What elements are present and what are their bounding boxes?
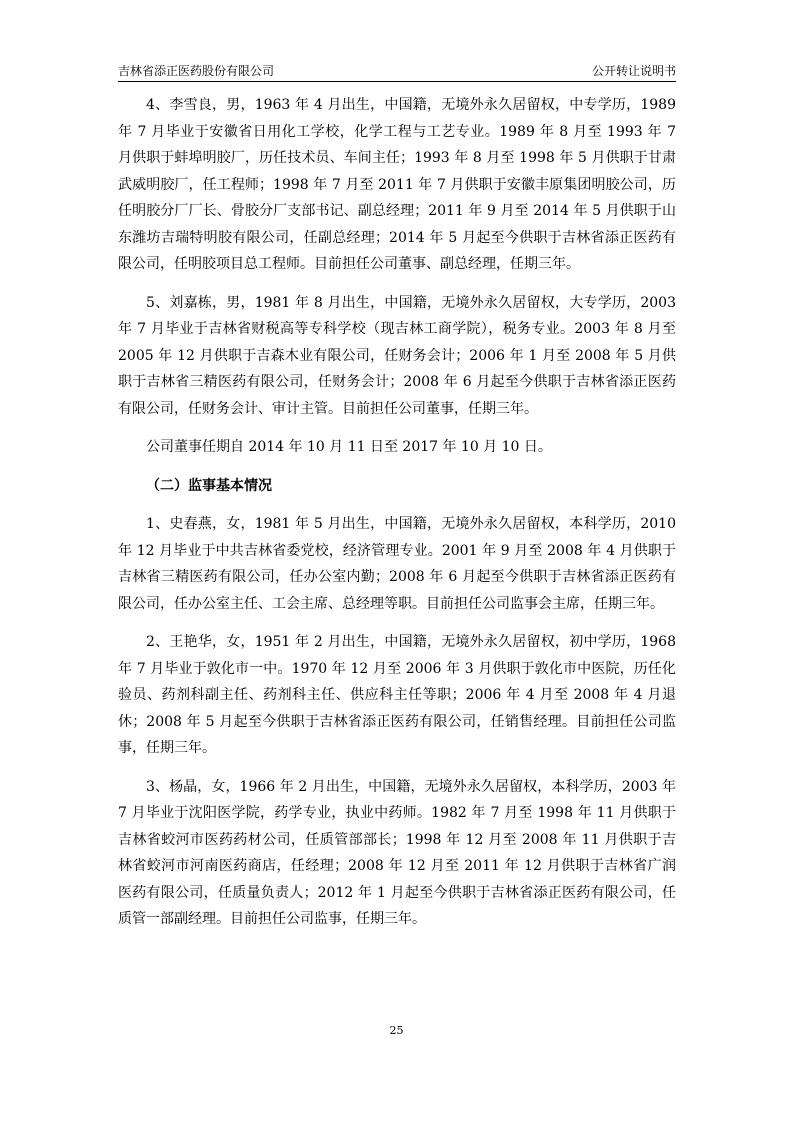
director-bio-li-xueliang: 4、李雪良，男，1963 年 4 月出生，中国籍，无境外永久居留权，中专学历，1989 年 7 月毕业于安徽省日用化工学校，化学工程与工艺专业。1989 年 8 月至 1993 年 7 月供职于蚌埠明胶厂，历任技术员、车间主任；1993 年 8 月至 1998 年 5 月供职于甘肃武威明胶厂，任工程师；1998 年 7 月至 2011 年 7 月供职于安徽丰原集团明胶公司，历任明胶分厂厂长、骨胶分厂支部书记、副总经理；2011 年 9 月至 2014 年 5 月供职于山东潍坊吉瑞特明胶有限公司，任副总经理；2014 年 5 月起至今供职于吉林省添正医药有限公司，任明胶项目总工程师。目前担任公司董事、副总经理，任期三年。 [118, 97, 676, 272]
supervisor-bio-yang-jing: 3、杨晶，女，1966 年 2 月出生，中国籍，无境外永久居留权，本科学历，2003 年 7 月毕业于沈阳医学院，药学专业，执业中药师。1982 年 7 月至 1998 年 11 月供职于吉林省蛟河市医药药材公司，任质管部部长；1998 年 12 月至 2008 年 11 月供职于吉林省蛟河市河南医药商店，任经理；2008 年 12 月至 2011 年 12 月供职于吉林省广润医药有限公司，任质量负责人；2012 年 1 月起至今供职于吉林省添正医药有限公司，任质管一部副经理。目前担任公司监事，任期三年。 [118, 778, 676, 927]
paragraph-spacer [118, 278, 676, 290]
paragraph-spacer [118, 617, 676, 629]
section-heading-supervisors: （二）监事基本情况 [146, 477, 272, 494]
paragraph-spacer [118, 762, 676, 774]
director-term-statement: 公司董事任期自 2014 年 10 月 11 日至 2017 年 10 月 10 日。 [146, 439, 552, 455]
supervisor-bio-shi-chunyan: 1、史春燕，女，1981 年 5 月出生，中国籍，无境外永久居留权，本科学历，2010 年 12 月毕业于中共吉林省委党校，经济管理专业。2001 年 9 月至 2008 年 4 月供职于吉林省三精医药有限公司，任办公室内勤；2008 年 6 月起至今供职于吉林省添正医药有限公司，任办公室主任、工会主席、总经理等职。目前担任公司监事会主席，任期三年。 [118, 516, 676, 612]
page-number: 25 [389, 1024, 404, 1037]
header-divider [118, 81, 676, 82]
supervisor-bio-wang-yanhua: 2、王艳华，女，1951 年 2 月出生，中国籍，无境外永久居留权，初中学历，1968 年 7 月毕业于敦化市一中。1970 年 12 月至 2006 年 3 月供职于敦化市中医院，历任化验员、药剂科副主任、药剂科主任、供应科主任等职；2006 年 4 月至 2008 年 4 月退休；2008 年 5 月起至今供职于吉林省添正医药有限公司，任销售经理。目前担任公司监事，任期三年。 [118, 634, 676, 756]
director-bio-liu-jiadong: 5、刘嘉栋，男，1981 年 8 月出生，中国籍，无境外永久居留权，大专学历，2003 年 7 月毕业于吉林省财税高等专科学校（现吉林工商学院），税务专业。2003 年 8 月至 2005 年 12 月供职于吉森木业有限公司，任财务会计；2006 年 1 月至 2008 年 5 月供职于吉林省三精医药有限公司，任财务会计；2008 年 6 月起至今供职于吉林省添正医药有限公司，任财务会计、审计主管。目前担任公司董事，任期三年。 [118, 294, 676, 417]
paragraph-spacer [118, 461, 676, 473]
paragraph-spacer [118, 422, 676, 434]
paragraph-spacer [118, 499, 676, 511]
page-body [118, 92, 676, 933]
page-header [118, 62, 676, 80]
header-company-name: 吉林省添正医药股份有限公司 [118, 64, 275, 78]
header-document-title: 公开转让说明书 [591, 64, 676, 78]
